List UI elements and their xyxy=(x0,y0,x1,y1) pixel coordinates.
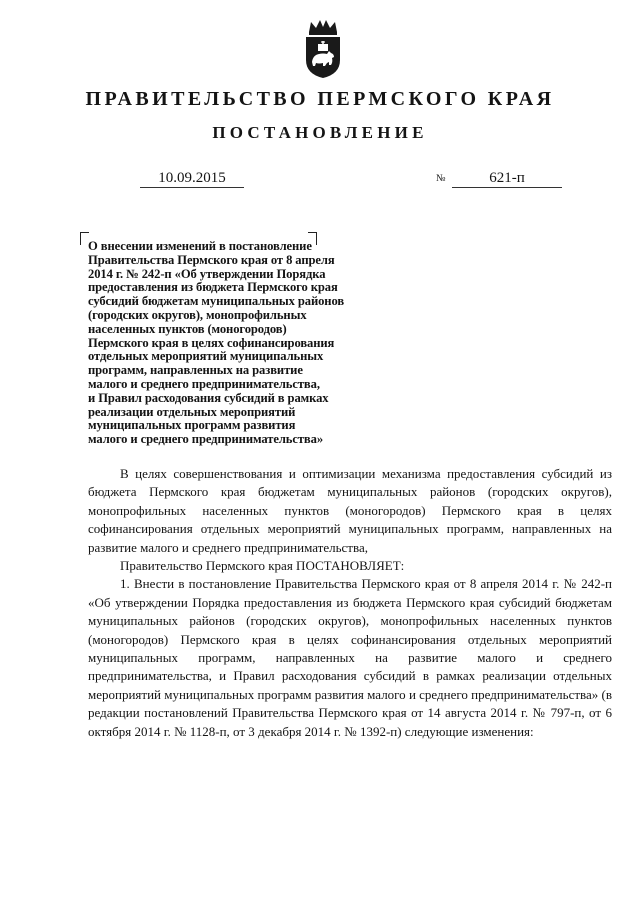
subject-line: населенных пунктов (моногородов) xyxy=(88,321,287,336)
number-sign: № xyxy=(436,173,446,184)
document-date: 10.09.2015 xyxy=(140,169,244,188)
resolves-paragraph: Правительство Пермского края ПОСТАНОВЛЯЕТ: xyxy=(120,558,405,574)
document-subject xyxy=(88,240,418,447)
subject-line: субсидий бюджетам муниципальных районов xyxy=(88,294,345,309)
subject-line: реализации отдельных мероприятий xyxy=(88,404,296,419)
preamble-paragraph: В целях совершенствования и оптимизации механизма предоставления субсидий из бюджета Пермского края бюджетам муниципальных районов (городских округов), монопрофильных населенных пунктов (моногородов) Пермского края в целях софинансирования отдельных мероприятий муниципальных программ, направленных на развитие малого и среднего предпринимательства, xyxy=(88,466,612,555)
document-body xyxy=(88,465,612,741)
subject-line: О внесении изменений в постановление xyxy=(88,239,312,253)
subject-line: муниципальных программ развития xyxy=(88,418,296,433)
government-name: ПРАВИТЕЛЬСТВО ПЕРМСКОГО КРАЯ xyxy=(85,88,555,110)
subject-line: предоставления из бюджета Пермского края xyxy=(88,280,338,295)
document-number: 621-п xyxy=(452,169,562,188)
subject-line: и Правил расходования субсидий в рамках xyxy=(88,390,329,405)
subject-line: Правительства Пермского края от 8 апреля xyxy=(88,252,335,267)
subject-line: (городских округов), монопрофильных xyxy=(88,307,307,322)
subject-line: малого и среднего предпринимательства» xyxy=(88,432,324,447)
document-type: ПОСТАНОВЛЕНИЕ xyxy=(212,123,428,142)
item-1-paragraph: 1. Внести в постановление Правительства Пермского края от 8 апреля 2014 г. № 242-п «Об утверждении Порядка предоставления из бюджета Пермского края субсидий бюджетам муниципальных районов (городских округов), монопрофильных населенных пунктов (моногородов) Пермского края в целях софинансирования отдельных мероприятий муниципальных программ, направленных на развитие малого и среднего предпринимательства, и Правил расходования субсидий в рамках реализации отдельных мероприятий муниципальных программ развития малого и среднего предпринимательства» (в редакции постановлений Правительства Пермского края от 14 августа 2014 г. № 797-п, от 6 октября 2014 г. № 1128-п, от 3 декабря 2014 г. № 1392-п) следующие изменения: xyxy=(88,576,612,739)
coat-of-arms-icon xyxy=(301,18,345,80)
subject-line: программ, направленных на развитие xyxy=(88,363,303,378)
subject-line: Пермского края в целях софинансирования xyxy=(88,335,335,350)
subject-line: отдельных мероприятий муниципальных xyxy=(88,349,324,364)
subject-line: малого и среднего предпринимательства, xyxy=(88,376,320,391)
subject-line: 2014 г. № 242-п «Об утверждении Порядка xyxy=(88,266,326,281)
